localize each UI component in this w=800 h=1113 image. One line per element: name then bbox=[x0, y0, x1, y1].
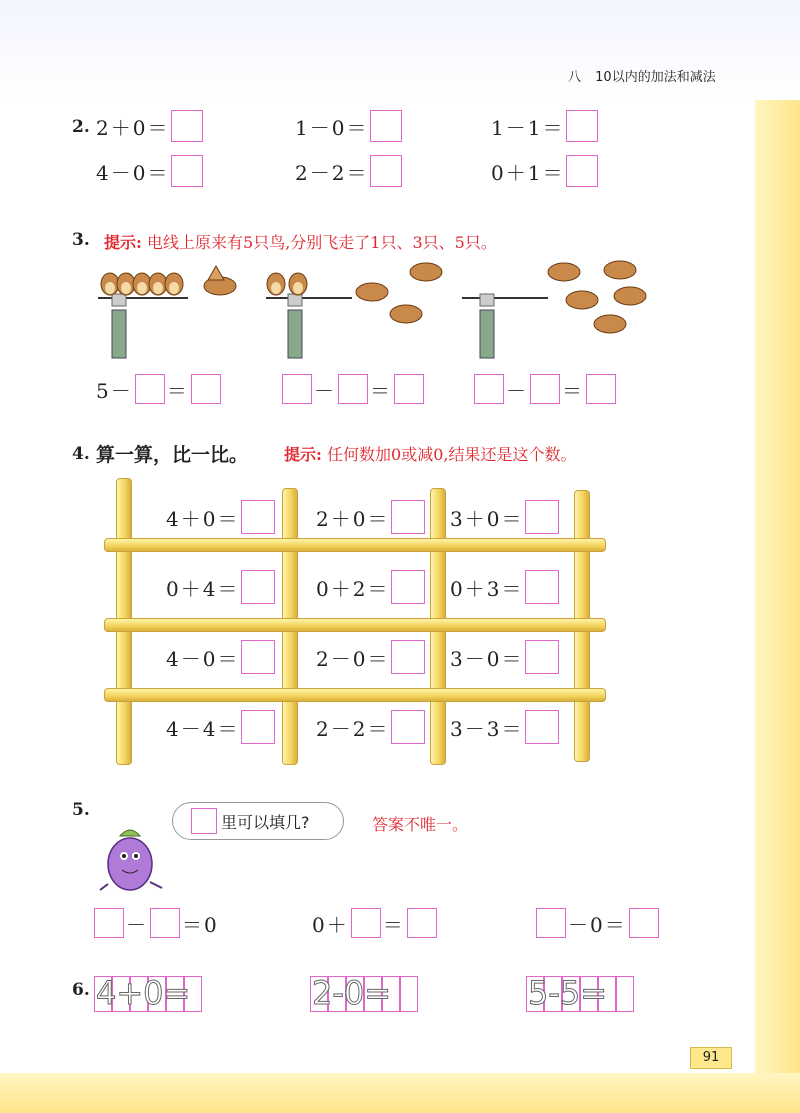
trace-text: 4+0= bbox=[96, 974, 191, 1012]
q4-eq-r4c3: 3－3＝ bbox=[450, 710, 559, 744]
q6-number: 6. bbox=[72, 980, 90, 1000]
q4-eq-r2c3: 0＋3＝ bbox=[450, 570, 559, 604]
q4-eq-r2c1: 0＋4＝ bbox=[166, 570, 275, 604]
q6-trace-grid-3 bbox=[526, 976, 634, 1014]
q3-hint: 提示: 电线上原来有5只鸟,分别飞走了1只、3只、5只。 bbox=[104, 233, 497, 252]
scene-3 bbox=[462, 261, 646, 358]
answer-box[interactable] bbox=[241, 570, 275, 604]
q2-eq-r2c3: 0＋1＝ bbox=[491, 155, 598, 187]
answer-box[interactable] bbox=[525, 710, 559, 744]
scene-1 bbox=[98, 266, 236, 358]
q4-eq-r1c2: 2＋0＝ bbox=[316, 500, 425, 534]
answer-box[interactable] bbox=[338, 374, 368, 404]
answer-box[interactable] bbox=[370, 155, 402, 187]
answer-box[interactable] bbox=[241, 500, 275, 534]
page-edge-bottom bbox=[0, 1073, 800, 1113]
answer-box[interactable] bbox=[525, 640, 559, 674]
header-band bbox=[0, 0, 800, 100]
q4-title: 算一算，比一比。 bbox=[96, 444, 249, 466]
answer-box[interactable] bbox=[191, 374, 221, 404]
answer-box[interactable] bbox=[282, 374, 312, 404]
q2-eq-r2c1: 4－0＝ bbox=[96, 155, 203, 187]
trace-text: 5-5= bbox=[528, 974, 608, 1012]
answer-box[interactable] bbox=[407, 908, 437, 938]
q5-eq-2: 0＋ ＝ bbox=[312, 908, 437, 938]
q4-hint: 提示: 任何数加0或减0,结果还是这个数。 bbox=[284, 445, 577, 464]
q4-eq-r2c2: 0＋2＝ bbox=[316, 570, 425, 604]
answer-box[interactable] bbox=[241, 710, 275, 744]
q3-eq-2: － ＝ bbox=[282, 374, 424, 404]
answer-box[interactable] bbox=[391, 710, 425, 744]
chapter-number: 八 bbox=[568, 70, 582, 85]
q4-eq-r1c1: 4＋0＝ bbox=[166, 500, 275, 534]
answer-box[interactable] bbox=[391, 500, 425, 534]
q2-eq-r1c2: 1－0＝ bbox=[295, 110, 402, 142]
answer-box[interactable] bbox=[586, 374, 616, 404]
answer-box[interactable] bbox=[525, 500, 559, 534]
pole-icon bbox=[112, 310, 126, 358]
answer-box[interactable] bbox=[530, 374, 560, 404]
answer-box[interactable] bbox=[370, 110, 402, 142]
page-edge-right bbox=[755, 0, 800, 1113]
q3-number: 3. bbox=[72, 230, 90, 250]
answer-box[interactable] bbox=[351, 908, 381, 938]
eggplant-mascot-icon bbox=[92, 818, 168, 894]
answer-box[interactable] bbox=[171, 110, 203, 142]
q3-eq-1: 5－ ＝ bbox=[96, 374, 221, 404]
bubble-text: 里可以填几? bbox=[221, 812, 310, 832]
page-number: 91 bbox=[690, 1047, 732, 1069]
speech-bubble bbox=[172, 802, 344, 840]
q4-eq-r4c1: 4－4＝ bbox=[166, 710, 275, 744]
answer-box[interactable] bbox=[241, 640, 275, 674]
answer-box[interactable] bbox=[94, 908, 124, 938]
bird-scenes bbox=[90, 258, 670, 368]
q2-eq-r1c1: 2＋0＝ bbox=[96, 110, 203, 142]
scene-2 bbox=[266, 263, 442, 358]
q4-eq-r3c3: 3－0＝ bbox=[450, 640, 559, 674]
q4-eq-r1c3: 3＋0＝ bbox=[450, 500, 559, 534]
q3-eq-3: － ＝ bbox=[474, 374, 616, 404]
answer-box[interactable] bbox=[150, 908, 180, 938]
answer-box[interactable] bbox=[525, 570, 559, 604]
q6-trace-grid-2 bbox=[310, 976, 418, 1014]
chapter-title: 10以内的加法和减法 bbox=[595, 70, 716, 85]
chapter-header bbox=[568, 66, 716, 85]
answer-box[interactable] bbox=[394, 374, 424, 404]
answer-box[interactable] bbox=[391, 640, 425, 674]
q4-eq-r3c1: 4－0＝ bbox=[166, 640, 275, 674]
q2-eq-r2c2: 2－2＝ bbox=[295, 155, 402, 187]
answer-box[interactable] bbox=[474, 374, 504, 404]
answer-box[interactable] bbox=[536, 908, 566, 938]
bubble-box-icon bbox=[191, 808, 217, 834]
answer-box[interactable] bbox=[629, 908, 659, 938]
q2-eq-r1c3: 1－1＝ bbox=[491, 110, 598, 142]
answer-box[interactable] bbox=[566, 155, 598, 187]
q4-eq-r3c2: 2－0＝ bbox=[316, 640, 425, 674]
q4-eq-r4c2: 2－2＝ bbox=[316, 710, 425, 744]
q5-note: 答案不唯一。 bbox=[372, 815, 469, 834]
q6-trace-grid-1 bbox=[94, 976, 202, 1014]
answer-box[interactable] bbox=[566, 110, 598, 142]
trace-text: 2-0= bbox=[312, 974, 392, 1012]
answer-box[interactable] bbox=[135, 374, 165, 404]
q4-number: 4. bbox=[72, 444, 90, 464]
q2-number: 2. bbox=[72, 117, 90, 137]
q5-number: 5. bbox=[72, 800, 90, 820]
flying-bird-icon bbox=[204, 266, 236, 295]
q5-eq-1: － ＝0 bbox=[94, 908, 219, 938]
q5-eq-3: －0＝ bbox=[536, 908, 659, 938]
answer-box[interactable] bbox=[391, 570, 425, 604]
answer-box[interactable] bbox=[171, 155, 203, 187]
